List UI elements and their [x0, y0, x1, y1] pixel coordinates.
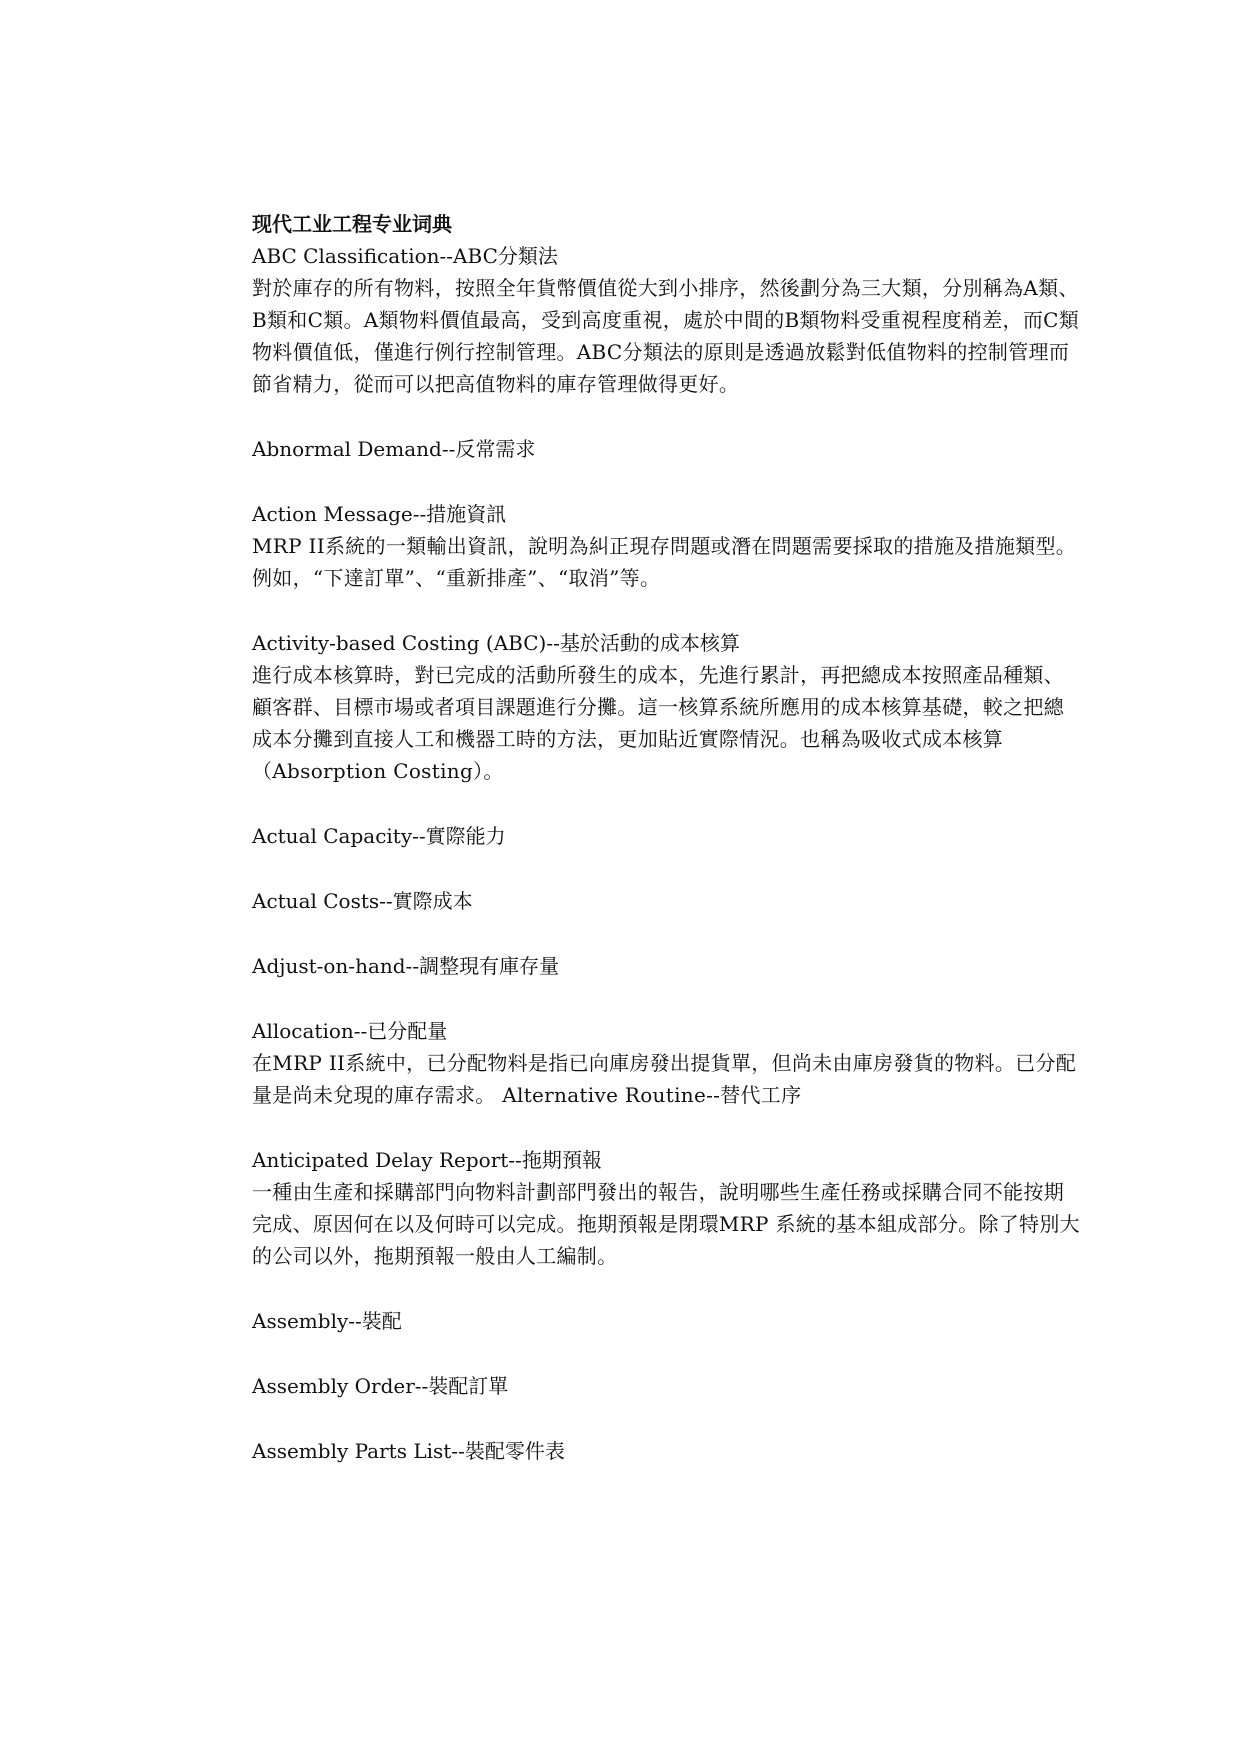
entry-term: Abnormal Demand--反常需求 — [252, 437, 536, 461]
entry-definition: MRP II系統的一類輸出資訊，說明為糾正現存問題或潛在問題需要採取的措施及措施類型。例如，“下達訂單”、“重新排產”、“取消”等。 — [252, 534, 1077, 590]
entry-abc-classification — [252, 240, 1082, 400]
entry-term: Action Message--措施資訊 — [252, 502, 507, 526]
entry-term: Assembly Order--裝配訂單 — [252, 1374, 509, 1398]
entry-assembly — [252, 1305, 1082, 1337]
entry-definition: 進行成本核算時，對已完成的活動所發生的成本，先進行累計，再把總成本按照產品種類、顧客群、目標市場或者項目課題進行分攤。這一核算系統所應用的成本核算基礎，較之把總成本分攤到直接人工和機器工時的方法，更加貼近實際情況。也稱為吸收式成本核算（Absorption Costing）。 — [252, 663, 1064, 783]
entry-term: Assembly Parts List--裝配零件表 — [252, 1439, 565, 1463]
document-title: 现代工业工程专业词典 — [252, 212, 452, 236]
entry-term: Actual Capacity--實際能力 — [252, 824, 506, 848]
entry-activity-based-costing — [252, 627, 1082, 787]
entry-term: Actual Costs--實際成本 — [252, 889, 473, 913]
entry-spacer — [252, 465, 1082, 498]
entry-allocation — [252, 1015, 1082, 1111]
entry-spacer — [252, 917, 1082, 950]
entry-actual-capacity — [252, 820, 1082, 852]
entry-term: Anticipated Delay Report--拖期預報 — [252, 1148, 602, 1172]
entry-anticipated-delay-report — [252, 1144, 1082, 1272]
entry-definition: 一種由生產和採購部門向物料計劃部門發出的報告，說明哪些生產任務或採購合同不能按期完成、原因何在以及何時可以完成。拖期預報是閉環MRP 系統的基本組成部分。除了特別大的公司以外，拖期預報一般由人工編制。 — [252, 1180, 1080, 1268]
entry-term: Activity-based Costing (ABC)--基於活動的成本核算 — [252, 631, 740, 655]
entry-term: ABC Classification--ABC分類法 — [252, 244, 558, 268]
entry-spacer — [252, 1337, 1082, 1370]
entry-assembly-order — [252, 1370, 1082, 1402]
entry-spacer — [252, 400, 1082, 433]
entry-term: Assembly--裝配 — [252, 1309, 402, 1333]
entry-spacer — [252, 852, 1082, 885]
entry-spacer — [252, 787, 1082, 820]
entry-spacer — [252, 594, 1082, 627]
entry-abnormal-demand — [252, 433, 1082, 465]
entry-assembly-parts-list — [252, 1435, 1082, 1467]
entry-spacer — [252, 982, 1082, 1015]
entry-term: Adjust-on-hand--調整現有庫存量 — [252, 954, 560, 978]
entry-adjust-on-hand — [252, 950, 1082, 982]
entry-definition: 對於庫存的所有物料，按照全年貨幣價值從大到小排序，然後劃分為三大類，分別稱為A類、B類和C類。A類物料價值最高，受到高度重視，處於中間的B類物料受重視程度稍差，而C類物料價值低，僅進行例行控制管理。ABC分類法的原則是透過放鬆對低值物料的控制管理而節省精力，從而可以把高值物料的庫存管理做得更好。 — [252, 276, 1080, 396]
entry-definition: 在MRP II系統中，已分配物料是指已向庫房發出提貨單，但尚未由庫房發貨的物料。已分配量是尚未兌現的庫存需求。 Alternative Routine--替代工序 — [252, 1051, 1077, 1107]
entry-term: Allocation--已分配量 — [252, 1019, 448, 1043]
entry-actual-costs — [252, 885, 1082, 917]
entry-spacer — [252, 1272, 1082, 1305]
entry-spacer — [252, 1402, 1082, 1435]
entry-spacer — [252, 1111, 1082, 1144]
document-page — [252, 208, 1082, 1467]
entry-action-message — [252, 498, 1082, 594]
